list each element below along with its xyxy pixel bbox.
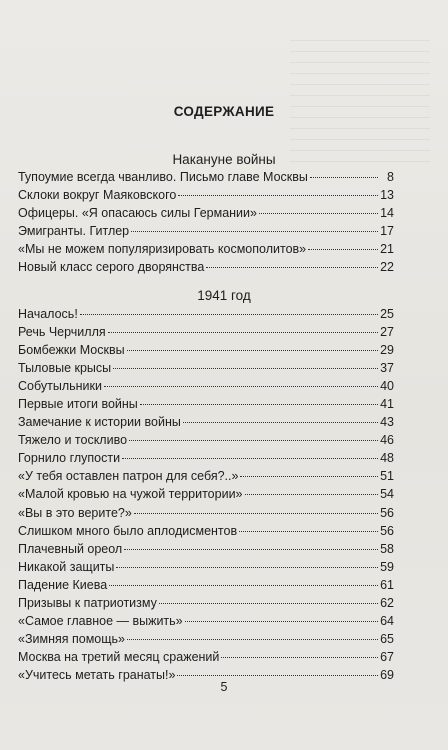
toc-entry[interactable]: «Учитесь метать гранаты!» 69: [18, 667, 394, 682]
section-entries-1941: [18, 307, 394, 686]
toc-entry[interactable]: Началось! 25: [18, 307, 394, 321]
section-title-prewar: Накануне войны: [172, 152, 276, 167]
dot-leader: [131, 231, 378, 232]
toc-entry[interactable]: «Мы не можем популяризировать космополитов» 21: [18, 242, 394, 257]
dot-leader: [183, 422, 378, 423]
toc-entry[interactable]: «У тебя оставлен патрон для себя?..» 51: [18, 469, 394, 484]
toc-entry[interactable]: Падение Киева 61: [18, 577, 394, 592]
toc-entry[interactable]: Никакой защиты 59: [18, 559, 394, 574]
dot-leader: [108, 332, 378, 333]
toc-entry[interactable]: Новый класс серого дворянства 22: [18, 260, 394, 275]
dot-leader: [140, 404, 378, 405]
page-number: 5: [220, 680, 228, 694]
dot-leader: [240, 476, 378, 477]
dot-leader: [109, 585, 378, 586]
toc-entry[interactable]: Первые итоги войны 41: [18, 397, 394, 412]
dot-leader: [127, 639, 378, 640]
toc-entry[interactable]: Тупоумие всегда чванливо. Письмо главе Москвы 8: [18, 170, 394, 184]
toc-entry[interactable]: «Вы в это верите?» 56: [18, 505, 394, 520]
dot-leader: [80, 314, 378, 315]
dot-leader: [239, 531, 378, 532]
dot-leader: [113, 368, 378, 369]
dot-leader: [159, 603, 378, 604]
toc-entry[interactable]: Склоки вокруг Маяковского 13: [18, 188, 394, 203]
toc-entry[interactable]: Горнило глупости 48: [18, 451, 394, 466]
dot-leader: [122, 458, 378, 459]
toc-entry[interactable]: «Самое главное — выжить» 64: [18, 613, 394, 628]
dot-leader: [221, 657, 378, 658]
section-entries-prewar: [18, 170, 394, 278]
toc-entry[interactable]: Собутыльники 40: [18, 379, 394, 394]
dot-leader: [178, 195, 378, 196]
toc-entry[interactable]: Бомбежки Москвы 29: [18, 343, 394, 358]
toc-entry[interactable]: Тыловые крысы 37: [18, 361, 394, 376]
dot-leader: [177, 675, 378, 676]
toc-entry[interactable]: «Зимняя помощь» 65: [18, 631, 394, 646]
section-title-1941: 1941 год: [197, 288, 251, 303]
toc-entry[interactable]: Речь Черчилля 27: [18, 325, 394, 340]
dot-leader: [127, 350, 378, 351]
dot-leader: [308, 249, 378, 250]
dot-leader: [245, 494, 379, 495]
toc-entry[interactable]: Плачевный ореол 58: [18, 541, 394, 556]
dot-leader: [185, 621, 378, 622]
toc-entry[interactable]: Слишком много было аплодисментов 56: [18, 523, 394, 538]
toc-entry[interactable]: Тяжело и тоскливо 46: [18, 433, 394, 448]
toc-entry[interactable]: Москва на третий месяц сражений 67: [18, 649, 394, 664]
dot-leader: [259, 213, 378, 214]
dot-leader: [134, 513, 378, 514]
dot-leader: [116, 567, 378, 568]
dot-leader: [129, 440, 378, 441]
toc-entry[interactable]: Эмигранты. Гитлер 17: [18, 224, 394, 239]
toc-entry[interactable]: Замечание к истории войны 43: [18, 415, 394, 430]
dot-leader: [124, 549, 378, 550]
dot-leader: [104, 386, 378, 387]
toc-entry[interactable]: Призывы к патриотизму 62: [18, 595, 394, 610]
toc-heading: СОДЕРЖАНИЕ: [173, 104, 275, 119]
dot-leader: [206, 267, 378, 268]
dot-leader: [310, 177, 378, 178]
toc-entry[interactable]: «Малой кровью на чужой территории» 54: [18, 487, 394, 502]
toc-entry[interactable]: Офицеры. «Я опасаюсь силы Германии» 14: [18, 206, 394, 221]
